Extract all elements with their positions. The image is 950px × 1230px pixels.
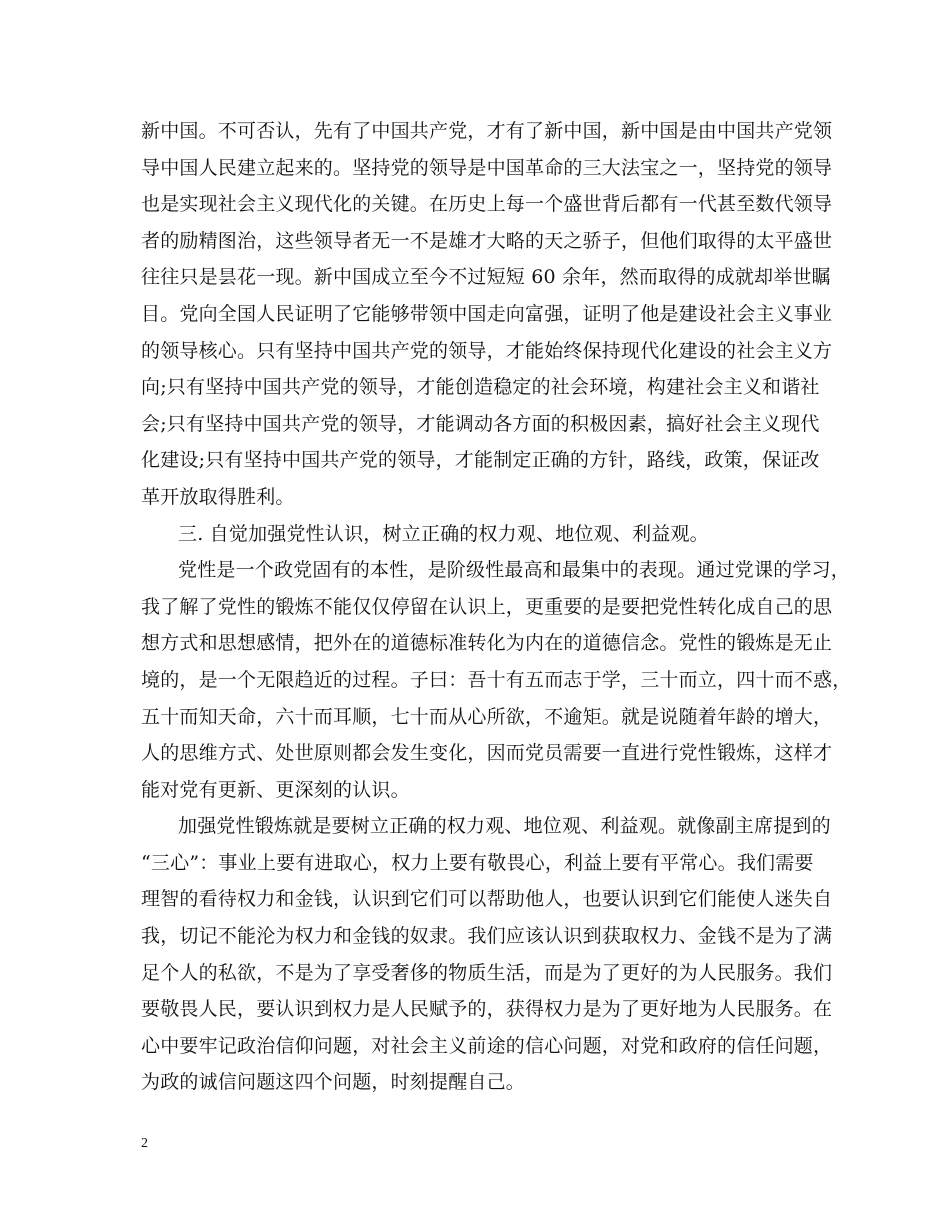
text-line: 党性是一个政党固有的本性，是阶级性最高和最集中的表现。通过党课的学习， (178, 559, 851, 582)
body-text (141, 113, 852, 1101)
text-line: 往往只是昙花一现。新中国成立至今不过短短 60 余年，然而取得的成就却举世瞩 (141, 266, 831, 289)
text-line: 理智的看待权力和金钱，认识到它们可以帮助他人，也要认识到它们能使人迷失自 (141, 888, 833, 911)
section-heading: 三. 自觉加强党性认识，树立正确的权力观、地位观、利益观。 (178, 522, 709, 545)
text-line: 化建设;只有坚持中国共产党的领导，才能制定正确的方针，路线，政策，保证改 (141, 449, 820, 472)
text-line: 会;只有坚持中国共产党的领导，才能调动各方面的积极因素，搞好社会主义现代 (141, 412, 820, 435)
text-line: 革开放取得胜利。 (141, 485, 295, 508)
text-line: 要敬畏人民，要认识到权力是人民赋予的，获得权力是为了更好地为人民服务。在 (141, 998, 833, 1021)
text-line: 五十而知天命，六十而耳顺，七十而从心所欲，不逾矩。就是说随着年龄的增大， (141, 705, 833, 728)
text-line: 境的，是一个无限趋近的过程。子曰：吾十有五而志于学，三十而立，四十而不惑， (141, 668, 852, 691)
text-line: 想方式和思想感情，把外在的道德标准转化为内在的道德信念。党性的锻炼是无止 (141, 632, 833, 655)
text-line: 足个人的私欲，不是为了享受奢侈的物质生活，而是为了更好的为人民服务。我们 (141, 961, 833, 984)
page-number: 2 (141, 1136, 148, 1151)
text-line: 人的思维方式、处世原则都会发生变化，因而党员需要一直进行党性锻炼，这样才 (141, 742, 833, 765)
text-line: 向;只有坚持中国共产党的领导，才能创造稳定的社会环境，构建社会主义和谐社 (141, 376, 820, 399)
text-line: 新中国。不可否认，先有了中国共产党，才有了新中国，新中国是由中国共产党领 (141, 120, 833, 142)
text-line: 目。党向全国人民证明了它能够带领中国走向富强，证明了他是建设社会主义事业 (141, 302, 833, 325)
text-line: 导中国人民建立起来的。坚持党的领导是中国革命的三大法宝之一，坚持党的领导 (141, 156, 833, 179)
text-line: 的领导核心。只有坚持中国共产党的领导，才能始终保持现代化建设的社会主义方 (141, 339, 833, 362)
text-line: 我，切记不能沦为权力和金钱的奴隶。我们应该认识到获取权力、金钱不是为了满 (141, 925, 833, 948)
text-line: 心中要牢记政治信仰问题，对社会主义前途的信心问题，对党和政府的信任问题， (141, 1034, 833, 1057)
text-line: 能对党有更新、更深刻的认识。 (141, 778, 410, 801)
text-line: 我了解了党性的锻炼不能仅仅停留在认识上，更重要的是要把党性转化成自己的思 (141, 595, 833, 618)
text-line: 也是实现社会主义现代化的关键。在历史上每一个盛世背后都有一代甚至数代领导 (141, 193, 833, 216)
text-line: “三心”：事业上要有进取心，权力上要有敬畏心，利益上要有平常心。我们需要 (141, 851, 814, 874)
text-line: 加强党性锻炼就是要树立正确的权力观、地位观、利益观。就像副主席提到的 (178, 815, 831, 838)
text-line: 为政的诚信问题这四个问题，时刻提醒自己。 (141, 1071, 526, 1094)
text-line: 者的励精图治，这些领导者无一不是雄才大略的天之骄子，但他们取得的太平盛世 (141, 229, 833, 252)
